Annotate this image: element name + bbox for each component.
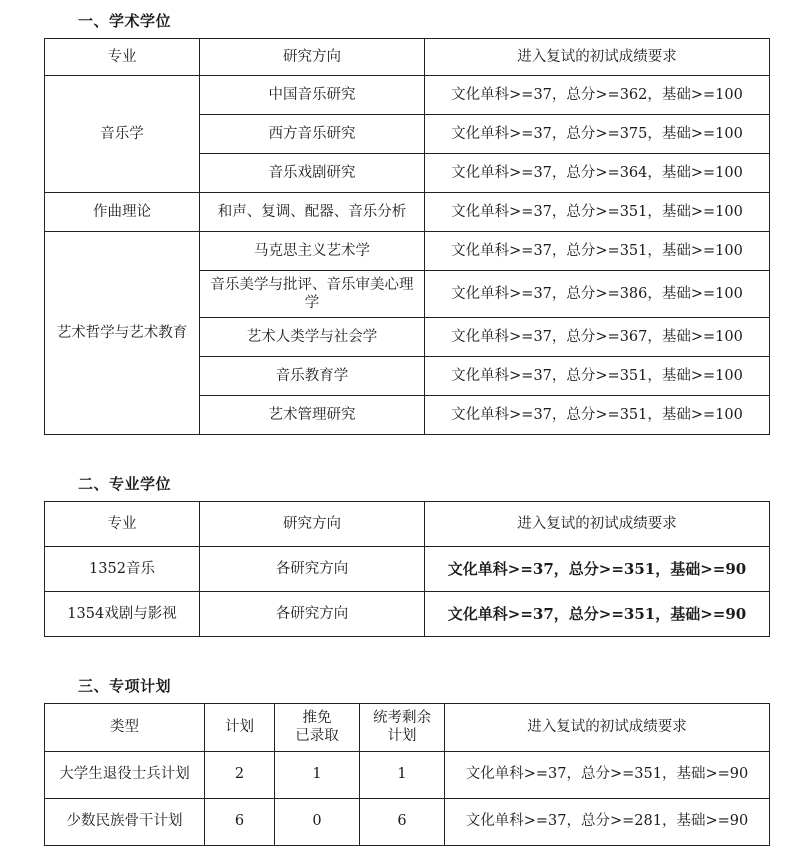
cell-score: 文化单科>=37，总分>=351，基础>=100	[425, 232, 770, 271]
professional-degree-table	[44, 501, 770, 637]
cell-score: 文化单科>=37，总分>=386，基础>=100	[425, 271, 770, 318]
cell-major: 音乐学	[45, 76, 200, 193]
cell-major: 1352音乐	[45, 547, 200, 592]
cell-score: 文化单科>=37，总分>=364，基础>=100	[425, 154, 770, 193]
table-row	[45, 547, 770, 592]
cell-score: 文化单科>=37，总分>=351，基础>=90	[425, 592, 770, 637]
header-exempt-line1: 推免	[302, 710, 332, 727]
cell-direction: 马克思主义艺术学	[200, 232, 425, 271]
cell-score: 文化单科>=37，总分>=351，基础>=100	[425, 396, 770, 435]
cell-score: 文化单科>=37，总分>=351，基础>=100	[425, 193, 770, 232]
cell-exempt: 0	[275, 798, 360, 845]
table-row	[45, 798, 770, 845]
cell-score: 文化单科>=37，总分>=351，基础>=90	[425, 547, 770, 592]
header-direction: 研究方向	[200, 502, 425, 547]
cell-direction: 各研究方向	[200, 592, 425, 637]
cell-direction: 中国音乐研究	[200, 76, 425, 115]
header-major: 专业	[45, 39, 200, 76]
header-plan: 计划	[205, 704, 275, 751]
cell-score: 文化单科>=37，总分>=367，基础>=100	[425, 318, 770, 357]
header-type: 类型	[45, 704, 205, 751]
section-3-title: 三、专项计划	[78, 677, 172, 696]
cell-type: 大学生退役士兵计划	[45, 751, 205, 798]
cell-direction: 音乐美学与批评、音乐审美心理学	[200, 271, 425, 318]
header-exempt-line2: 已录取	[295, 728, 339, 745]
cell-score: 文化单科>=37，总分>=362，基础>=100	[425, 76, 770, 115]
section-1-title: 一、学术学位	[78, 12, 172, 30]
table-header-row	[45, 704, 770, 751]
cell-score: 文化单科>=37，总分>=375，基础>=100	[425, 115, 770, 154]
section-2-title: 二、专业学位	[78, 475, 172, 494]
table-row	[45, 193, 770, 232]
header-score: 进入复试的初试成绩要求	[445, 704, 770, 751]
header-major: 专业	[45, 502, 200, 547]
cell-score: 文化单科>=37，总分>=351，基础>=100	[425, 357, 770, 396]
special-plan-table	[44, 703, 770, 845]
header-remain-line1: 统考剩余	[373, 710, 431, 727]
table-row	[45, 751, 770, 798]
section-special-plan	[0, 675, 811, 845]
cell-exempt: 1	[275, 751, 360, 798]
cell-direction: 音乐戏剧研究	[200, 154, 425, 193]
cell-major: 1354戏剧与影视	[45, 592, 200, 637]
cell-plan: 2	[205, 751, 275, 798]
cell-plan: 6	[205, 798, 275, 845]
cell-remain: 6	[360, 798, 445, 845]
cell-direction: 音乐教育学	[200, 357, 425, 396]
cell-direction: 各研究方向	[200, 547, 425, 592]
header-remaining-plan	[360, 704, 445, 751]
header-score: 进入复试的初试成绩要求	[425, 39, 770, 76]
cell-score: 文化单科>=37，总分>=351，基础>=90	[445, 751, 770, 798]
cell-type: 少数民族骨干计划	[45, 798, 205, 845]
academic-degree-table	[44, 38, 770, 435]
section-professional-degree	[0, 473, 811, 637]
header-remain-line2: 计划	[387, 728, 417, 745]
header-direction: 研究方向	[200, 39, 425, 76]
cell-major: 艺术哲学与艺术教育	[45, 232, 200, 435]
spacer	[0, 637, 811, 675]
section-academic-degree	[0, 10, 811, 435]
cell-direction: 和声、复调、配器、音乐分析	[200, 193, 425, 232]
table-row	[45, 76, 770, 115]
table-header-row	[45, 502, 770, 547]
cell-score: 文化单科>=37，总分>=281，基础>=90	[445, 798, 770, 845]
header-exempt-admitted	[275, 704, 360, 751]
spacer	[0, 435, 811, 473]
cell-direction: 艺术人类学与社会学	[200, 318, 425, 357]
header-score: 进入复试的初试成绩要求	[425, 502, 770, 547]
cell-direction: 西方音乐研究	[200, 115, 425, 154]
cell-major: 作曲理论	[45, 193, 200, 232]
table-header-row	[45, 39, 770, 76]
cell-remain: 1	[360, 751, 445, 798]
table-row	[45, 232, 770, 271]
table-row	[45, 592, 770, 637]
cell-direction: 艺术管理研究	[200, 396, 425, 435]
